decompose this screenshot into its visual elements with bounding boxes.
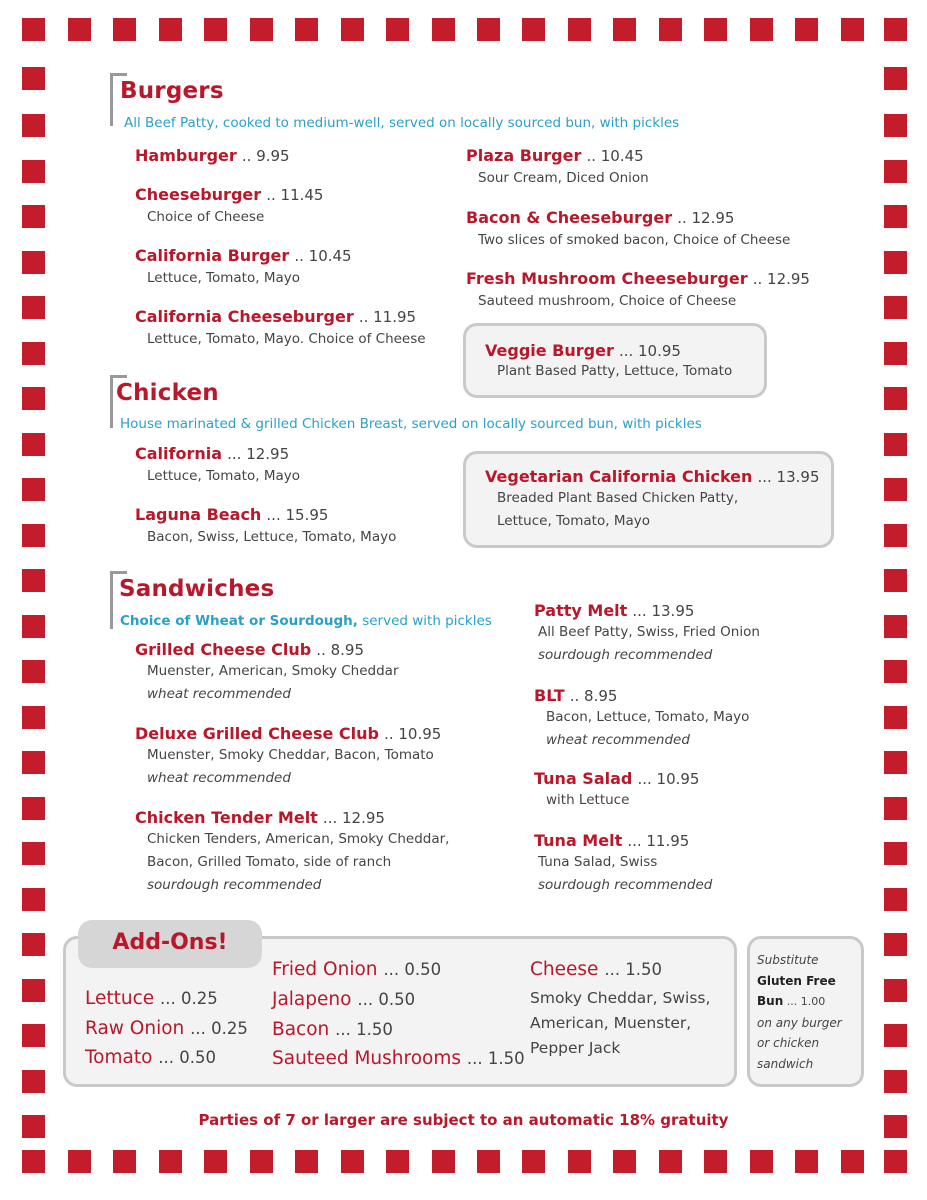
item-price: .. 10.45: [586, 147, 644, 165]
item-price: .. 11.45: [266, 186, 324, 204]
addon-name: Bacon: [272, 1019, 330, 1040]
addon-price: ... 1.50: [604, 960, 663, 979]
menu-item: [485, 341, 732, 383]
addon-price: ... 1.50: [466, 1049, 525, 1068]
item-price: ... 12.95: [322, 809, 385, 827]
burgers-title: Burgers: [120, 78, 224, 104]
border-square: [22, 933, 45, 956]
border-square: [22, 1024, 45, 1047]
menu-item: [534, 686, 749, 752]
addon-price: ... 0.25: [160, 989, 218, 1008]
border-square: [795, 1150, 818, 1173]
border-square: [22, 797, 45, 820]
item-description: Lettuce, Tomato, Mayo. Choice of Cheese: [147, 331, 426, 347]
border-square: [750, 1150, 773, 1173]
addon-name: Cheese: [530, 959, 599, 980]
border-square: [22, 660, 45, 683]
border-square: [795, 18, 818, 41]
border-square: [522, 1150, 545, 1173]
border-square: [295, 1150, 318, 1173]
border-square: [204, 1150, 227, 1173]
border-square: [568, 18, 591, 41]
item-name: Veggie Burger: [485, 341, 614, 360]
subtitle-rest: served with pickles: [357, 613, 492, 629]
border-square: [22, 615, 45, 638]
item-name: California Burger: [135, 246, 290, 265]
addon-name: Tomato: [85, 1047, 153, 1068]
border-square: [22, 751, 45, 774]
border-square: [22, 706, 45, 729]
border-square: [884, 18, 907, 41]
border-square: [386, 1150, 409, 1173]
item-name: Hamburger: [135, 146, 237, 165]
gf-line: or chicken: [757, 1036, 820, 1050]
border-square: [22, 569, 45, 592]
item-description: Tuna Salad, Swiss: [538, 854, 658, 870]
item-name: Vegetarian California Chicken: [485, 467, 753, 486]
border-square: [22, 888, 45, 911]
item-note: sourdough recommended: [538, 877, 713, 893]
sandwiches-subtitle: [120, 613, 492, 629]
menu-item: [466, 146, 649, 190]
item-price: .. 10.95: [384, 725, 442, 743]
border-square: [22, 18, 45, 41]
item-price: ... 12.95: [227, 445, 290, 463]
gf-line: Gluten Free: [757, 973, 836, 988]
item-name: Cheeseburger: [135, 185, 262, 204]
item-description: Muenster, Smoky Cheddar, Bacon, Tomato: [147, 747, 434, 763]
border-square: [22, 387, 45, 410]
sandwiches-title: Sandwiches: [119, 576, 275, 602]
border-square: [432, 18, 455, 41]
addons-title: Add-Ons!: [112, 930, 228, 955]
chicken-title: Chicken: [116, 380, 219, 406]
border-square: [884, 296, 907, 319]
gf-line: [757, 991, 842, 1013]
addon-price: ... 0.50: [357, 990, 416, 1009]
item-description: [497, 487, 820, 533]
gf-line: on any burger: [757, 1015, 842, 1030]
item-name: BLT: [534, 686, 565, 705]
addon-price: ... 0.25: [190, 1019, 248, 1038]
item-name: Grilled Cheese Club: [135, 640, 312, 659]
item-description: Lettuce, Tomato, Mayo: [147, 468, 300, 484]
subtitle-bold: Choice of Wheat or Sourdough,: [120, 613, 358, 629]
border-square: [22, 524, 45, 547]
item-price: .. 11.95: [358, 308, 417, 326]
border-square: [22, 251, 45, 274]
item-price: ... 10.95: [618, 342, 681, 360]
border-square: [22, 114, 45, 137]
border-square: [659, 18, 682, 41]
item-name: Laguna Beach: [135, 505, 262, 524]
border-square: [704, 1150, 727, 1173]
item-description: All Beef Patty, Swiss, Fried Onion: [538, 624, 760, 640]
item-price: ... 15.95: [266, 506, 329, 524]
cheese-options: [530, 986, 710, 1061]
addon-item: [85, 1047, 216, 1068]
border-square: [884, 1150, 907, 1173]
menu-item: [466, 269, 810, 313]
border-square: [750, 18, 773, 41]
gf-line: sandwich: [757, 1056, 814, 1071]
border-square: [432, 1150, 455, 1173]
border-square: [884, 433, 907, 456]
border-square: [884, 569, 907, 592]
menu-item: [135, 640, 399, 706]
border-square: [204, 18, 227, 41]
gluten-free-text: [757, 950, 842, 1074]
border-square: [386, 18, 409, 41]
border-square: [22, 67, 45, 90]
description-line: Bacon, Grilled Tomato, side of ranch: [147, 854, 392, 870]
addon-name: Raw Onion: [85, 1018, 185, 1039]
addon-price: ... 0.50: [383, 960, 442, 979]
border-square: [841, 18, 864, 41]
item-description: Bacon, Lettuce, Tomato, Mayo: [546, 709, 750, 725]
item-price: ... 13.95: [632, 602, 695, 620]
border-square: [68, 1150, 91, 1173]
border-square: [477, 18, 500, 41]
border-square: [884, 706, 907, 729]
border-square: [884, 660, 907, 683]
border-square: [884, 67, 907, 90]
border-square: [659, 1150, 682, 1173]
item-name: Patty Melt: [534, 601, 628, 620]
border-square: [295, 18, 318, 41]
border-square: [884, 842, 907, 865]
item-note: sourdough recommended: [147, 877, 322, 893]
border-square: [884, 751, 907, 774]
item-description: Choice of Cheese: [147, 209, 265, 225]
border-square: [884, 797, 907, 820]
menu-item: [135, 505, 396, 549]
item-description: Two slices of smoked bacon, Choice of Cheese: [478, 232, 791, 248]
border-square: [884, 387, 907, 410]
border-square: [568, 1150, 591, 1173]
chicken-subtitle: House marinated & grilled Chicken Breast, served on locally sourced bun, with pickles: [120, 416, 702, 432]
menu-item: [135, 808, 449, 897]
item-name: California Cheeseburger: [135, 307, 354, 326]
item-price: .. 9.95: [241, 147, 290, 165]
addon-name: Lettuce: [85, 988, 155, 1009]
border-square: [884, 933, 907, 956]
border-square: [884, 160, 907, 183]
border-square: [250, 18, 273, 41]
item-description: Plant Based Patty, Lettuce, Tomato: [497, 363, 733, 379]
border-square: [68, 18, 91, 41]
border-square: [477, 1150, 500, 1173]
border-square: [22, 842, 45, 865]
border-square: [22, 979, 45, 1002]
addon-price: ... 1.50: [335, 1020, 393, 1039]
item-description: Bacon, Swiss, Lettuce, Tomato, Mayo: [147, 529, 397, 545]
item-name: Tuna Salad: [534, 769, 633, 788]
border-square: [22, 342, 45, 365]
item-price: .. 10.45: [294, 247, 352, 265]
border-square: [884, 1070, 907, 1093]
border-square: [113, 18, 136, 41]
border-square: [884, 114, 907, 137]
border-square: [22, 1150, 45, 1173]
addon-name: Jalapeno: [272, 989, 352, 1010]
menu-item: [135, 146, 290, 165]
addon-item: [85, 988, 218, 1009]
border-square: [884, 478, 907, 501]
border-square: [22, 433, 45, 456]
border-square: [884, 1024, 907, 1047]
item-name: Chicken Tender Melt: [135, 808, 318, 827]
menu-item: [135, 444, 300, 488]
border-square: [884, 979, 907, 1002]
addon-item: [530, 959, 662, 980]
item-description: Muenster, American, Smoky Cheddar: [147, 663, 399, 679]
border-square: [250, 1150, 273, 1173]
burgers-subtitle: All Beef Patty, cooked to medium-well, served on locally sourced bun, with pickles: [124, 115, 680, 131]
menu-item: [485, 467, 820, 533]
gratuity-notice: Parties of 7 or larger are subject to an automatic 18% gratuity: [198, 1111, 729, 1129]
menu-item: [466, 208, 790, 252]
border-square: [113, 1150, 136, 1173]
menu-item: [135, 185, 323, 229]
border-square: [613, 1150, 636, 1173]
border-square: [884, 888, 907, 911]
border-square: [841, 1150, 864, 1173]
item-price: .. 8.95: [316, 641, 364, 659]
item-price: ... 13.95: [757, 468, 820, 486]
border-square: [704, 18, 727, 41]
border-square: [884, 615, 907, 638]
border-square: [22, 296, 45, 319]
item-name: Bacon & Cheeseburger: [466, 208, 673, 227]
description-line: Breaded Plant Based Chicken Patty,: [497, 490, 739, 506]
item-description: with Lettuce: [546, 792, 630, 808]
cheese-option-line: Pepper Jack: [530, 1039, 621, 1057]
gf-bun-price: ... 1.00: [783, 995, 826, 1008]
cheese-option-line: Smoky Cheddar, Swiss,: [530, 989, 711, 1007]
item-description: Lettuce, Tomato, Mayo: [147, 270, 300, 286]
gf-bun: Bun: [757, 994, 784, 1008]
item-description: Sauteed mushroom, Choice of Cheese: [478, 293, 737, 309]
item-name: Plaza Burger: [466, 146, 582, 165]
item-price: ... 10.95: [637, 770, 700, 788]
addon-item: [85, 1018, 248, 1039]
item-note: wheat recommended: [546, 732, 690, 748]
border-square: [159, 1150, 182, 1173]
border-square: [884, 251, 907, 274]
border-square: [341, 18, 364, 41]
cheese-option-line: American, Muenster,: [530, 1014, 692, 1032]
menu-item: [135, 724, 441, 790]
border-square: [22, 160, 45, 183]
item-price: ... 11.95: [627, 832, 690, 850]
addon-item: [272, 1048, 525, 1069]
addon-item: [272, 1019, 393, 1040]
border-square: [884, 342, 907, 365]
border-square: [522, 18, 545, 41]
menu-item: [135, 307, 426, 351]
addon-item: [272, 989, 415, 1010]
menu-item: [135, 246, 352, 290]
border-square: [884, 205, 907, 228]
item-name: California: [135, 444, 223, 463]
item-price: .. 12.95: [677, 209, 735, 227]
border-square: [22, 1070, 45, 1093]
gf-line: Substitute: [757, 953, 819, 967]
item-price: .. 12.95: [752, 270, 810, 288]
item-price: .. 8.95: [569, 687, 618, 705]
item-name: Deluxe Grilled Cheese Club: [135, 724, 379, 743]
border-square: [613, 18, 636, 41]
item-name: Fresh Mushroom Cheeseburger: [466, 269, 748, 288]
menu-item: [534, 601, 760, 667]
border-square: [884, 524, 907, 547]
item-note: wheat recommended: [147, 770, 291, 786]
menu-item: [534, 769, 699, 812]
addon-price: ... 0.50: [158, 1048, 217, 1067]
description-line: Lettuce, Tomato, Mayo: [497, 513, 650, 529]
item-description: [147, 828, 449, 874]
addon-name: Sauteed Mushrooms: [272, 1048, 461, 1069]
description-line: Chicken Tenders, American, Smoky Cheddar,: [147, 831, 450, 847]
item-note: sourdough recommended: [538, 647, 713, 663]
border-square: [341, 1150, 364, 1173]
item-description: Sour Cream, Diced Onion: [478, 170, 649, 186]
addon-name: Fried Onion: [272, 959, 378, 980]
border-square: [159, 18, 182, 41]
item-note: wheat recommended: [147, 686, 291, 702]
border-square: [22, 478, 45, 501]
border-square: [22, 205, 45, 228]
item-name: Tuna Melt: [534, 831, 623, 850]
menu-item: [534, 831, 712, 897]
addon-item: [272, 959, 441, 980]
